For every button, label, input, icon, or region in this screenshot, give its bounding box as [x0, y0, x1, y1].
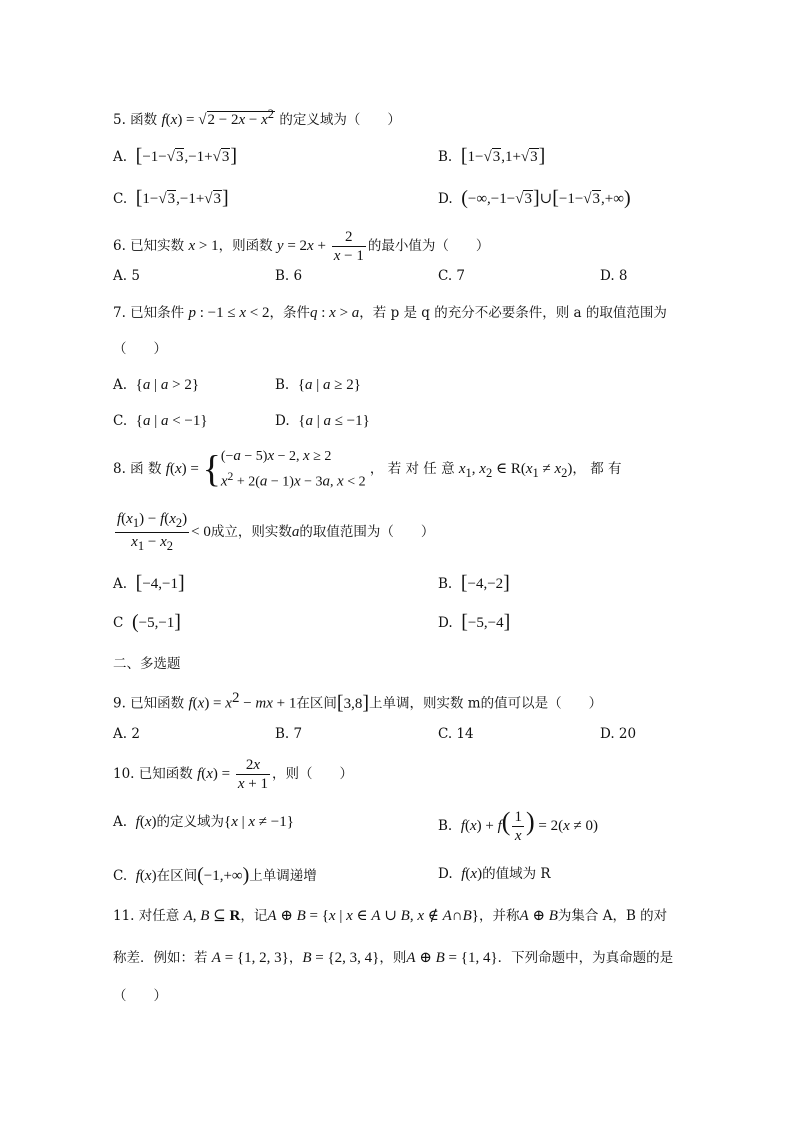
q9-option-a[interactable]: A. 2: [113, 726, 140, 742]
q5-formula: f: [161, 112, 166, 128]
q9-option-d[interactable]: D. 20: [600, 726, 637, 742]
q6-option-d[interactable]: D. 8: [600, 268, 628, 284]
q10-stem: 10. 已知函数 f(x) = $\frac{2x}{x + 1}$ ，则（ ）: [113, 757, 354, 792]
q7-option-d[interactable]: D. {a | a ≤ −1}: [275, 413, 370, 429]
q8-option-c[interactable]: C (−5,−1]: [113, 611, 181, 633]
q9-option-c[interactable]: C. 14: [438, 726, 474, 742]
q10-option-b[interactable]: B. f(x) + f( $\frac{1}{x}$ ) = 2(x ≠ 0): [438, 807, 599, 844]
q7-option-a[interactable]: A. {a | a > 2}: [113, 377, 200, 393]
q7-option-b[interactable]: B. {a | a ≥ 2}: [275, 377, 361, 393]
q5-option-b[interactable]: B. [1−√3,1+√3]: [438, 145, 546, 167]
q11-stem-line2: 称差．例如：若 A = {1, 2, 3}，B = {2, 3, 4}，则A ⊕ B = {1, 4}．下列命题中，为真命题的是: [113, 950, 674, 966]
q8-stem: 8. 函 数 f(x) = { (−a − 5)x − 2, x ≥ 2 $x^2 + 2(a - 1)x - 3a$, x < 2 ， 若 对 任 意 $x_1$, $x_2$ ∈ $R(x_1 \ne x_2)$， 都 有: [113, 448, 622, 491]
q7-paren: （ ）: [113, 341, 167, 357]
section-title-multi-choice: 二、多选题: [113, 656, 181, 672]
q7-stem: 7. 已知条件 p : −1 ≤ x < 2，条件q : x > a，若 p 是 q 的充分不必要条件，则 a 的取值范围为: [113, 305, 667, 321]
q5-label: 5. 函数: [113, 112, 158, 128]
q5-option-d[interactable]: D. (−∞,−1−√3]∪[−1−√3,+∞): [438, 187, 631, 209]
q6-option-c[interactable]: C. 7: [438, 268, 466, 284]
q10-option-d[interactable]: D. f(x)的值域为 R: [438, 866, 551, 882]
q8-option-a[interactable]: A. [−4,−1]: [113, 572, 185, 594]
q5-option-c[interactable]: C. [1−√3,−1+√3]: [113, 187, 229, 209]
q8-option-d[interactable]: D. [−5,−4]: [438, 611, 511, 633]
q6-stem: 6. 已知实数 x > 1，则函数 y = 2x + $\frac{2}{x - 1}$ 的最小值为（ ）: [113, 229, 490, 264]
q10-option-c[interactable]: C. f(x)在区间(−1,+∞)上单调递增: [113, 864, 317, 886]
q9-option-b[interactable]: B. 7: [275, 726, 303, 742]
q5-option-a[interactable]: A. [−1−√3,−1+√3]: [113, 145, 238, 167]
q9-stem: 9. 已知函数 $f(x) = x^2$ − mx + 1在区间[3,8]上单调，则实数 m的值可以是（ ）: [113, 690, 603, 714]
q10-option-a[interactable]: A. f(x)的定义域为{x | x ≠ −1}: [113, 814, 294, 830]
q5-stem-text: 的定义域为（ ）: [279, 112, 401, 128]
q6-option-b[interactable]: B. 6: [275, 268, 303, 284]
q8-option-b[interactable]: B. [−4,−2]: [438, 572, 510, 594]
q5-stem: 5. 函数 $f(x) = √2 - 2x - x^2$ 的定义域为（ ）: [113, 107, 401, 128]
q11-paren: （ ）: [113, 988, 167, 1004]
q11-stem-line1: 11. 对任意 A, B ⊆ R，记A ⊕ B = {x | x ∈ A ∪ B, x ∉ A∩B}，并称A ⊕ B为集合 A，B 的对: [113, 908, 668, 924]
q8-condition: $\frac{f(x_1) - f(x_2)}{x_1 - x_2}$ < 0成立，则实数a的取值范围为（ ）: [117, 511, 435, 553]
q7-option-c[interactable]: C. {a | a < −1}: [113, 413, 208, 429]
q6-option-a[interactable]: A. 5: [113, 268, 140, 284]
